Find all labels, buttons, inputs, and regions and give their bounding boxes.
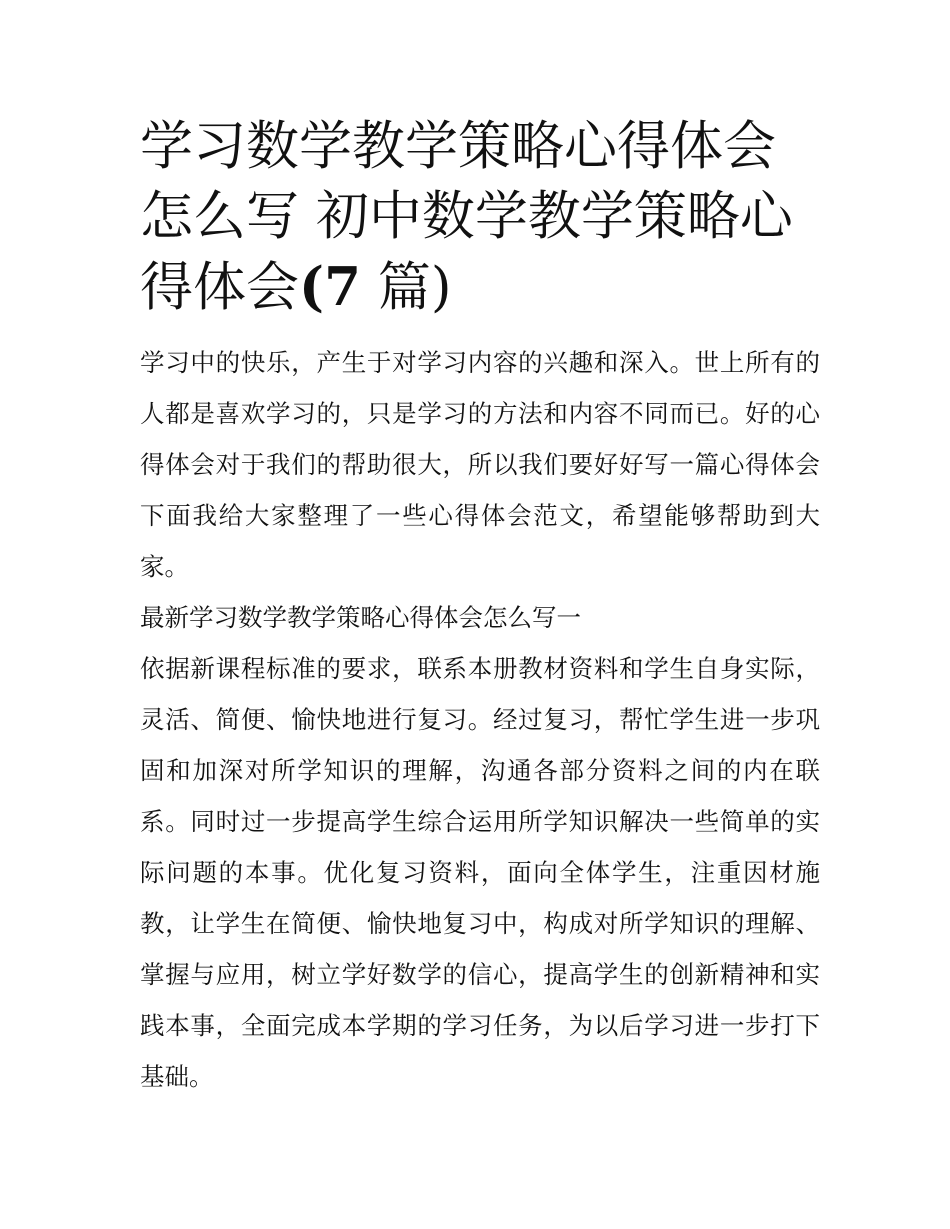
title-text: 学习数学教学策略心得体会怎么写 初中数学教学策略心得体会 bbox=[140, 116, 793, 318]
intro-paragraph: 学习中的快乐，产生于对学习内容的兴趣和深入。世上所有的人都是喜欢学习的，只是学习的方法和内容不同而已。好的心得体会对于我们的帮助很大，所以我们要好好写一篇心得体会下面我给大家整理了一些心得体会范文，希望能够帮助到大家。 bbox=[140, 348, 820, 581]
document-title bbox=[140, 112, 820, 323]
document-page bbox=[140, 112, 820, 1102]
title-count: (7 bbox=[299, 256, 361, 318]
section-heading: 最新学习数学教学策略心得体会怎么写一 bbox=[140, 603, 581, 632]
title-suffix: 篇) bbox=[377, 257, 452, 318]
section-paragraph: 依据新课程标准的要求，联系本册教材资料和学生自身实际，灵活、简便、愉快地进行复习。经过复习，帮忙学生进一步巩固和加深对所学知识的理解，沟通各部分资料之间的内在联系。同时过一步提高学生综合运用所学知识解决一些简单的实际问题的本事。优化复习资料，面向全体学生，注重因材施教，让学生在简便、愉快地复习中，构成对所学知识的理解、掌握与应用，树立学好数学的信心，提高学生的创新精神和实践本事，全面完成本学期的学习任务，为以后学习进一步打下基础。 bbox=[140, 654, 820, 1091]
